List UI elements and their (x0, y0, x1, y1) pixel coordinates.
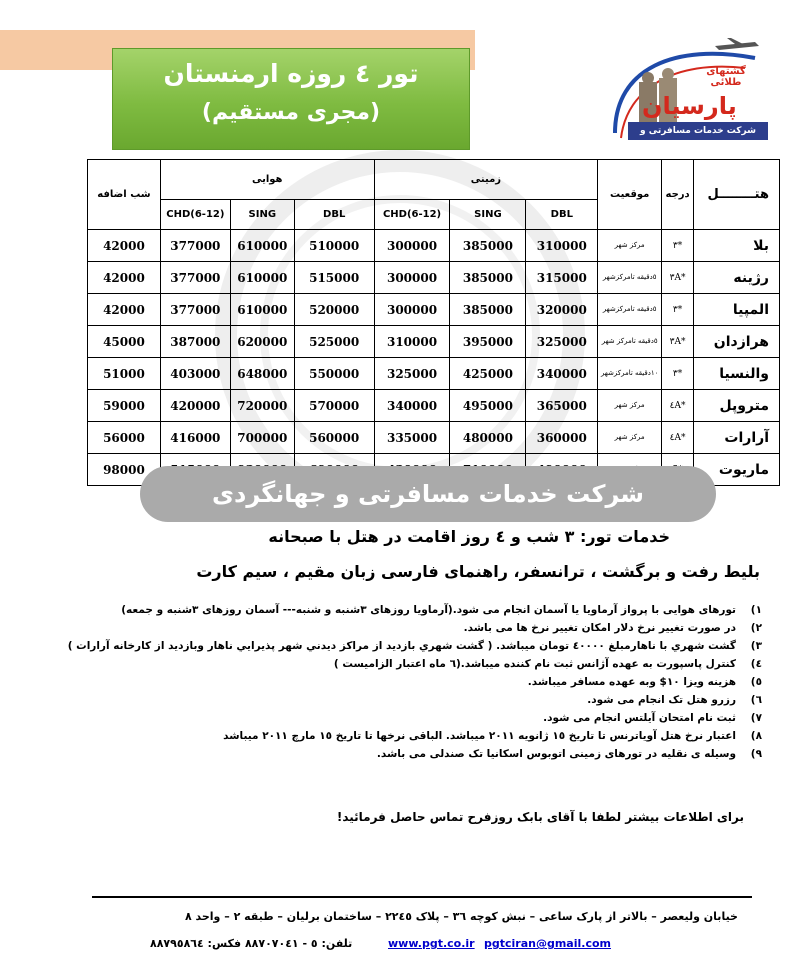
cell-hotel: ماریوت (694, 454, 780, 486)
cell-location: مركز شهر (598, 422, 662, 454)
logo-small-text: گشتهای طلائی (706, 66, 746, 88)
cell-land-sing: 385000 (450, 230, 526, 262)
cell-extra: 42000 (88, 230, 161, 262)
note-text: ثبت نام امتحان آیلتس انجام می شود. (543, 712, 736, 724)
cell-hotel: المپیا (694, 294, 780, 326)
cell-grade: *٣A (662, 262, 694, 294)
cell-location: ٥دقيقه تامركز شهر (598, 326, 662, 358)
cell-air-dbl: 510000 (294, 230, 374, 262)
col-location: موقعیت (598, 160, 662, 230)
notes-list (42, 601, 762, 763)
cell-air-dbl: 570000 (294, 390, 374, 422)
col-group-land: زمینی (374, 160, 598, 200)
cell-air-dbl: 520000 (294, 294, 374, 326)
note-number: ١) (750, 604, 762, 616)
page-title: تور ٤ روزه ارمنستان (163, 59, 419, 88)
footer-divider (92, 896, 752, 898)
cell-land-sing: 395000 (450, 326, 526, 358)
cell-air-chd: 377000 (160, 294, 230, 326)
cell-land-chd: 335000 (374, 422, 450, 454)
col-hotel: هتــــــــل (694, 160, 780, 230)
cell-location: مركز شهر (598, 230, 662, 262)
note-text: رزرو هتل تک انجام می شود. (587, 694, 736, 706)
page-subtitle: (مجری مستقیم) (201, 100, 381, 125)
cell-extra: 51000 (88, 358, 161, 390)
footer-address: خیابان ولیعصر – بالاتر از پارک ساعی – نبش کوچه ٣٦ – پلاک ٢٢٤٥ – ساختمان برلیان – طبقه ٢ – واحد ٨ (184, 910, 738, 923)
cell-extra: 98000 (88, 454, 161, 486)
note-number: ٥) (750, 676, 762, 688)
cell-land-sing: 425000 (450, 358, 526, 390)
note-number: ٩) (750, 748, 762, 760)
table-row (88, 230, 780, 262)
footer-contacts (0, 935, 800, 955)
table-row (88, 294, 780, 326)
col-extra-night: شب اضافه (88, 160, 161, 230)
list-item (42, 637, 762, 655)
col-grade: درجه (662, 160, 694, 230)
company-banner: شرکت خدمات مسافرتی و جهانگردی (140, 466, 716, 522)
cell-land-dbl: 360000 (526, 422, 598, 454)
cell-air-chd: 420000 (160, 390, 230, 422)
email-link[interactable]: pgtciran@gmail.com (484, 937, 611, 950)
cell-extra: 59000 (88, 390, 161, 422)
col-land-chd: CHD(6-12) (374, 200, 450, 230)
cell-grade: *٣ (662, 230, 694, 262)
cell-land-sing: 385000 (450, 262, 526, 294)
logo-tagline: شرکت خدمات مسافرتی و جهانگردی (628, 122, 768, 140)
cell-land-sing: 385000 (450, 294, 526, 326)
services-line-2: بلیط رفت و برگشت ، ترانسفر، راهنمای فارسی زبان مقیم ، سیم کارت (196, 562, 760, 581)
cell-land-sing: 480000 (450, 422, 526, 454)
cell-land-chd: 325000 (374, 358, 450, 390)
cell-grade: *٤A (662, 390, 694, 422)
col-land-sing: SING (450, 200, 526, 230)
note-number: ٧) (750, 712, 762, 724)
col-air-sing: SING (230, 200, 294, 230)
cell-land-chd: 300000 (374, 294, 450, 326)
phone-fax: تلفن: ٥ - ٨٨٧٠٧٠٤١ فكس: ٨٨٧٩٥٨٦٤ (150, 937, 353, 950)
list-item (42, 709, 762, 727)
col-air-dbl: DBL (294, 200, 374, 230)
cell-land-chd: 310000 (374, 326, 450, 358)
cell-land-dbl: 310000 (526, 230, 598, 262)
note-text: وسیله ی نقلیه در تورهای زمینی اتوبوس اسکانیا تک صندلی می باشد. (376, 748, 736, 760)
cell-air-sing: 648000 (230, 358, 294, 390)
cell-grade: *٣ (662, 294, 694, 326)
cell-grade: *٣A (662, 326, 694, 358)
col-land-dbl: DBL (526, 200, 598, 230)
list-item (42, 727, 762, 745)
cell-air-chd: 416000 (160, 422, 230, 454)
cell-air-sing: 720000 (230, 390, 294, 422)
cell-location: ١٠دقيقه تامركزشهر (598, 358, 662, 390)
cell-air-sing: 620000 (230, 326, 294, 358)
note-number: ٣) (750, 640, 762, 652)
cell-hotel: بلا (694, 230, 780, 262)
cell-air-sing: 610000 (230, 294, 294, 326)
cell-air-dbl: 550000 (294, 358, 374, 390)
price-table (87, 159, 780, 486)
table-row (88, 422, 780, 454)
cell-land-chd: 340000 (374, 390, 450, 422)
contact-note: برای اطلاعات بیشتر لطفا با آقای بابک روزفرح تماس حاصل فرمائید! (336, 810, 744, 824)
note-text: اعتبار نرخ هتل آویاترنس تا تاریخ ١٥ ژانویه ٢٠١١ میباشد. الباقی نرخها تا تاریخ ١٥ مارچ ٢٠١١ میباشد (223, 730, 736, 742)
list-item (42, 745, 762, 763)
list-item (42, 673, 762, 691)
cell-hotel: متروپل (694, 390, 780, 422)
cell-hotel: هرازدان (694, 326, 780, 358)
cell-grade: *٤A (662, 422, 694, 454)
note-number: ٢) (750, 622, 762, 634)
cell-land-dbl: 320000 (526, 294, 598, 326)
cell-extra: 42000 (88, 262, 161, 294)
airplane-icon (715, 38, 759, 50)
list-item (42, 601, 762, 619)
note-text: هزینه ویزا ١٠$ وبه عهده مسافر میباشد. (527, 676, 736, 688)
cell-land-chd: 300000 (374, 230, 450, 262)
table-row (88, 326, 780, 358)
table-row (88, 262, 780, 294)
cell-air-dbl: 525000 (294, 326, 374, 358)
col-group-air: هوایی (160, 160, 374, 200)
logo-name: پارسیان (642, 92, 737, 120)
cell-hotel: رژینه (694, 262, 780, 294)
cell-air-chd: 377000 (160, 230, 230, 262)
cell-location: ٥دقيقه تامركزشهر (598, 262, 662, 294)
cell-air-chd: 387000 (160, 326, 230, 358)
note-text: تورهای هوایی با پرواز آرماویا یا آسمان انجام می شود.(آرماویا روزهای ٣شنبه و شنبه--- آسمان روزهای ٣شنبه و جمعه) (121, 604, 736, 616)
cell-extra: 42000 (88, 294, 161, 326)
cell-location: ٥دقيقه تامركزشهر (598, 294, 662, 326)
cell-air-dbl: 515000 (294, 262, 374, 294)
cell-land-sing: 495000 (450, 390, 526, 422)
cell-air-sing: 700000 (230, 422, 294, 454)
cell-land-dbl: 365000 (526, 390, 598, 422)
table-row (88, 358, 780, 390)
note-number: ٤) (750, 658, 762, 670)
services-line-1: خدمات تور: ٣ شب و ٤ روز اقامت در هتل با صبحانه (268, 527, 670, 546)
cell-land-dbl: 325000 (526, 326, 598, 358)
cell-air-dbl: 560000 (294, 422, 374, 454)
note-text: در صورت تغییر نرخ دلار امکان تغییر نرخ ها می باشد. (463, 622, 736, 634)
website-link[interactable]: www.pgt.co.ir (388, 937, 475, 950)
note-text: کنترل پاسپورت به عهده آژانس ثبت نام کننده میباشد.(٦ ماه اعتبار الزامیست ) (333, 658, 736, 670)
list-item (42, 619, 762, 637)
note-number: ٨) (750, 730, 762, 742)
table-row (88, 390, 780, 422)
cell-air-sing: 610000 (230, 230, 294, 262)
list-item (42, 655, 762, 673)
cell-extra: 56000 (88, 422, 161, 454)
cell-land-dbl: 315000 (526, 262, 598, 294)
cell-land-chd: 300000 (374, 262, 450, 294)
cell-air-sing: 610000 (230, 262, 294, 294)
cell-hotel: آرارات (694, 422, 780, 454)
cell-hotel: والنسیا (694, 358, 780, 390)
title-banner (112, 48, 470, 150)
cell-air-chd: 403000 (160, 358, 230, 390)
cell-air-chd: 377000 (160, 262, 230, 294)
cell-extra: 45000 (88, 326, 161, 358)
cell-land-dbl: 340000 (526, 358, 598, 390)
note-text: گشت شهري با ناهارمبلغ ٤٠٠٠٠ تومان میباشد. ( گشت شهري بازديد از مراکز ديدني شهر پذيرايي ناهار وبازديد از کارخانه آرارات ) (67, 640, 736, 652)
table-header-row (88, 160, 780, 200)
col-air-chd: CHD(6-12) (160, 200, 230, 230)
cell-location: مركز شهر (598, 390, 662, 422)
cell-grade: *٣ (662, 358, 694, 390)
note-number: ٦) (750, 694, 762, 706)
list-item (42, 691, 762, 709)
